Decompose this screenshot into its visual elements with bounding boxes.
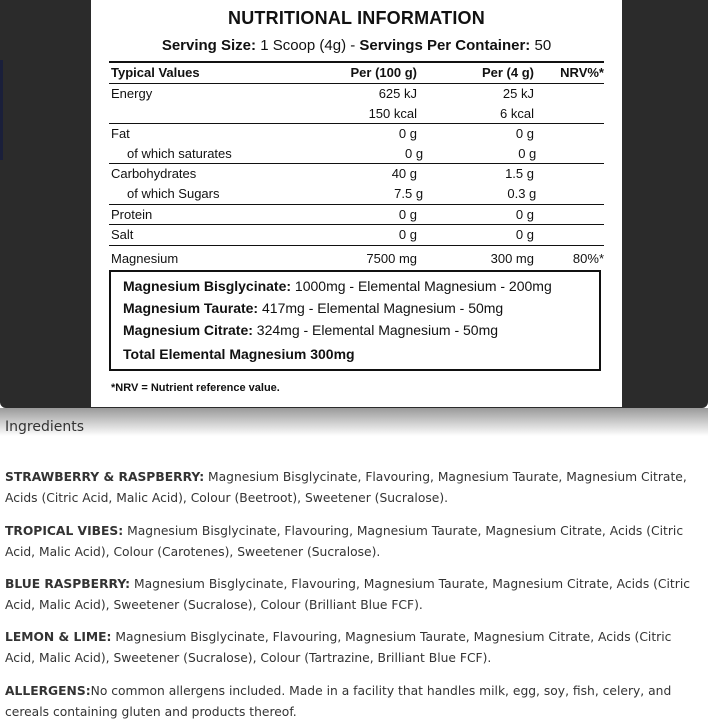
table-header: Per (4 g) — [481, 65, 534, 80]
per-serving-value: 6 kcal — [500, 105, 534, 121]
flavour-name: LEMON & LIME: — [5, 630, 112, 644]
table-row — [109, 184, 604, 204]
serving-size-label: Serving Size: — [161, 37, 257, 54]
per-serving-value: 25 kJ — [502, 86, 534, 101]
ingredient-paragraph — [5, 627, 705, 668]
nutrient-name: Magnesium — [111, 250, 179, 266]
table-row — [109, 104, 604, 124]
nrv-value — [534, 225, 604, 245]
nutrient-name — [109, 104, 311, 124]
label-title: NUTRITIONAL INFORMATION — [228, 8, 485, 28]
ingredient-text: Magnesium Bisglycinate, Flavouring, Magnesium Taurate, Magnesium Citrate, Acids (Citric Acid, Malic Acid), Sweetener (Sucralose), Colour (Brilliant Blue FCF). — [5, 577, 690, 612]
table-row — [109, 84, 604, 104]
magnesium-line — [123, 322, 498, 338]
nutrient-name: Carbohydrates — [111, 166, 197, 182]
flavour-name: BLUE RASPBERRY: — [5, 577, 131, 591]
ingredient-text: Magnesium Bisglycinate, Flavouring, Magnesium Taurate, Magnesium Citrate, Acids (Citric Acid, Malic Acid), Colour (Beetroot), Sweetener (Sucralose). — [5, 470, 687, 505]
ingredient-text: Magnesium Bisglycinate, Flavouring, Magnesium Taurate, Magnesium Citrate, Acids (Citric Acid, Malic Acid), Sweetener (Sucralose), Colour (Tartrazine, Brilliant Blue FCF). — [5, 630, 672, 665]
magnesium-form-name: Magnesium Citrate: — [123, 322, 253, 338]
per-100g-value: 7500 mg — [366, 250, 417, 266]
per-100g-value: 625 kJ — [378, 86, 417, 101]
per-100g-value: 40 g — [391, 166, 417, 182]
per-serving-value: 0 g — [515, 227, 534, 243]
nutrient-name: Fat — [111, 126, 130, 142]
table-header-row — [109, 63, 604, 84]
nutrition-label — [91, 0, 622, 407]
allergens-text: No common allergens included. Made in a facility that handles milk, egg, soy, fish, celery, and cereals containing gluten and products thereof. — [5, 684, 672, 719]
per-serving-value: 1.5 g — [505, 166, 534, 182]
nrv-value — [536, 184, 604, 204]
table-row — [109, 144, 604, 164]
per-100g-value: 0 g — [405, 145, 424, 161]
serving-size-value: 1 Scoop (4g) — [260, 37, 347, 54]
per-100g-value: 0 g — [398, 206, 417, 222]
magnesium-form-detail: 324mg - Elemental Magnesium - 50mg — [252, 322, 499, 338]
servings-label: Servings Per Container: — [359, 37, 531, 54]
table-row — [109, 163, 604, 184]
table-row — [109, 204, 604, 225]
nutrient-name: of which saturates — [127, 145, 232, 161]
nrv-value — [534, 164, 604, 184]
table-header: Typical Values — [111, 65, 200, 80]
nutrition-table — [109, 61, 604, 272]
nrv-value: 80%* — [572, 250, 604, 266]
serving-info: Serving Size: 1 Scoop (4g) - Servings Per Container: 50 — [161, 37, 552, 54]
ingredient-paragraph — [5, 681, 705, 722]
nutrient-name: Salt — [111, 227, 134, 243]
per-serving-value: 0 g — [515, 206, 534, 222]
per-100g-value: 0 g — [398, 126, 417, 142]
per-100g-value: 0 g — [398, 227, 417, 243]
nrv-value — [534, 84, 604, 104]
flavour-name: STRAWBERRY & RASPBERRY: — [5, 470, 205, 484]
ingredient-paragraph — [5, 521, 705, 562]
photo-edge — [0, 60, 3, 160]
nutrient-name: of which Sugars — [127, 185, 220, 201]
ingredient-text: Magnesium Bisglycinate, Flavouring, Magnesium Taurate, Magnesium Citrate, Acids (Citric Acid, Malic Acid), Colour (Carotenes), Sweetener (Sucralose). — [5, 524, 684, 559]
per-100g-value: 150 kcal — [368, 105, 417, 121]
table-header: NRV%* — [560, 65, 604, 80]
magnesium-form-name: Magnesium Taurate: — [123, 300, 259, 316]
magnesium-breakdown-box — [109, 270, 601, 371]
nutrient-name: Energy — [111, 86, 153, 101]
ingredients-heading: Ingredients — [5, 419, 84, 435]
magnesium-line — [123, 278, 552, 294]
nrv-footnote: *NRV = Nutrient reference value. — [111, 382, 280, 394]
allergens-label: ALLERGENS: — [5, 684, 91, 698]
nrv-value — [534, 205, 604, 225]
nrv-value — [534, 104, 604, 124]
flavour-name: TROPICAL VIBES: — [5, 524, 124, 538]
magnesium-form-detail: 417mg - Elemental Magnesium - 50mg — [258, 300, 504, 316]
per-serving-value: 0 g — [515, 126, 534, 142]
nutrient-name: Protein — [111, 206, 153, 222]
ingredient-paragraph — [5, 467, 705, 508]
servings-value: 50 — [534, 37, 552, 54]
table-header: Per (100 g) — [350, 65, 417, 80]
table-row — [109, 246, 604, 272]
magnesium-form-name: Magnesium Bisglycinate: — [123, 278, 292, 294]
table-row — [109, 123, 604, 144]
magnesium-line — [123, 300, 503, 316]
nrv-value — [534, 124, 604, 144]
ingredient-paragraph — [5, 574, 705, 615]
magnesium-form-detail: 1000mg - Elemental Magnesium - 200mg — [291, 278, 552, 294]
photo-shadow — [0, 408, 708, 436]
nrv-value — [536, 144, 604, 164]
per-serving-value: 0 g — [518, 145, 537, 161]
table-row — [109, 224, 604, 246]
per-serving-value: 300 mg — [490, 250, 534, 266]
per-serving-value: 0.3 g — [507, 185, 537, 201]
magnesium-total: Total Elemental Magnesium 300mg — [123, 346, 355, 362]
per-100g-value: 7.5 g — [394, 185, 424, 201]
